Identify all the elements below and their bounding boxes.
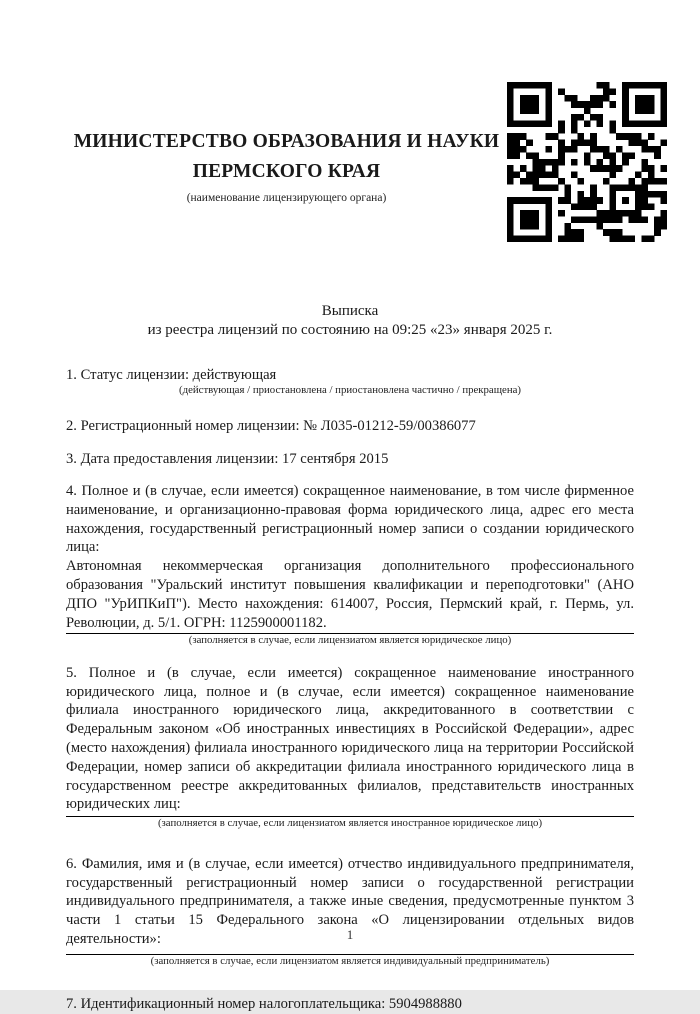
page-number: 1 [346,927,354,942]
item-7-taxpayer-number [66,995,634,1014]
license-date-text: 3. Дата предоставления лицензии: 17 сентября 2015 [66,450,389,467]
document-subtitle: из реестра лицензий по состоянию на 09:25 «23» января 2025 г. [147,321,553,338]
licensing-authority-block [66,127,507,204]
foreign-entity-question: 5. Полное и (в случае, если имеется) сокращенное наименование иностранного юридического лица, полное и (в случае, если имеется) сокращенное наименование филиала иностранного юридического лица, аккредитованного в соответствии с Федеральным законом «Об иностранных инвестициях в Российской Федерации», адрес (место нахождения) филиала иностранного юридического лица на территории Российской Федерации, номер записи об аккредитации филиала иностранного юридического лица в государственном реестре аккредитованных филиалов, представительств иностранных юридических лиц: [66,664,634,813]
license-status-text: 1. Статус лицензии: действующая [66,366,277,383]
item-2-registration-number [66,417,634,436]
licensing-authority-caption: (наименование лицензирующего органа) [186,192,387,204]
item-3-license-date [66,450,634,469]
entrepreneur-caption: (заполняется в случае, если лицензиатом является индивидуальный предприниматель) [150,954,550,967]
document-header [0,0,700,242]
license-status-caption: (действующая / приостановлена / приостановлена частично / прекращена) [179,384,521,397]
item-4-legal-entity [66,482,634,648]
entrepreneur-question: 6. Фамилия, имя и (в случае, если имеется) отчество индивидуального предпринимателя, государственный регистрационный номер записи о государственной регистрации индивидуального предпринимателя, а также иные сведения, предусмотренные пунктом 3 части 1 статьи 15 Федерального закона «О лицензировании отдельных видов деятельности»: [66,855,634,947]
legal-entity-answer: Автономная некоммерческая организация дополнительного профессионального образования "Уральский институт повышения квалификации и переподготовки" (АНО ДПО "УрИПКиП"). Место нахождения: 614007, Россия, Пермский край, г. Пермь, ул. Революции, д. 5/1. ОГРН: 1125900001182. [66,558,634,631]
document-title: Выписка [321,303,379,319]
legal-entity-question: 4. Полное и (в случае, если имеется) сокращенное наименование, в том числе фирменное наименование, и организационно-правовая форма юридического лица, адрес его места нахождения, государственный регистрационный номер записи о создании юридического лица: [66,482,634,556]
legal-entity-caption: (заполняется в случае, если лицензиатом является юридическое лицо) [188,634,512,647]
item-5-foreign-entity [66,664,634,831]
item-6-individual-entrepreneur [66,855,634,968]
document-title-block [66,302,634,340]
item-1-license-status [66,366,634,398]
foreign-entity-caption: (заполняется в случае, если лицензиатом является иностранное юридическое лицо) [157,817,543,830]
ministry-name-line2: ПЕРМСКОГО КРАЯ [192,161,381,182]
document-body [0,302,700,1014]
ministry-name-line1: МИНИСТЕРСТВО ОБРАЗОВАНИЯ И НАУКИ [73,131,500,152]
taxpayer-number-text: 7. Идентификационный номер налогоплательщика: 5904988880 [66,996,462,1013]
registration-number-text: 2. Регистрационный номер лицензии: № Л035-01212-59/00386077 [66,417,476,434]
qr-code-icon [507,82,667,242]
